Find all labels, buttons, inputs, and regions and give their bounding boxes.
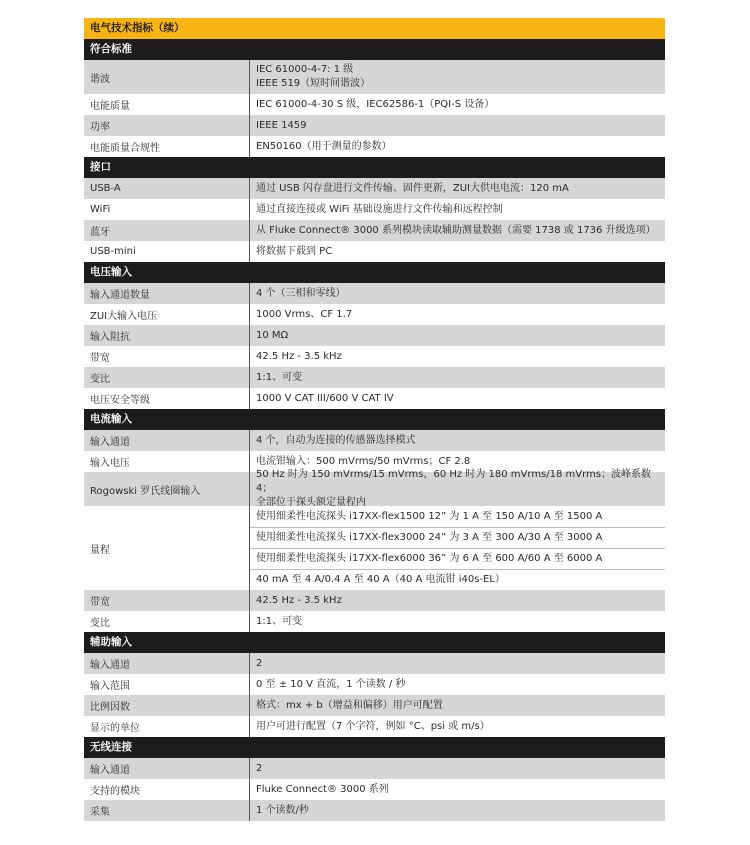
spec-label: USB-mini xyxy=(84,241,250,262)
spec-label: 显示的单位 xyxy=(84,716,250,737)
spec-value xyxy=(250,758,665,779)
spec-row xyxy=(84,304,665,325)
spec-values xyxy=(250,178,665,199)
spec-values xyxy=(250,136,665,157)
spec-value-line: 40 mA 至 4 A/0.4 A 至 40 A（40 A 电流钳 i40s-EL） xyxy=(256,574,505,585)
spec-value-line: 使用细柔性电流探头 i17XX-flex3000 24” 为 3 A 至 300 A/30 A 至 3000 A xyxy=(256,532,603,543)
spec-values xyxy=(250,653,665,674)
spec-value xyxy=(250,367,665,388)
spec-value-line: 42.5 Hz - 3.5 kHz xyxy=(256,350,342,362)
spec-row xyxy=(84,674,665,695)
spec-row xyxy=(84,136,665,157)
spec-row xyxy=(84,220,665,241)
spec-label: 电能质量 xyxy=(84,94,250,115)
spec-values xyxy=(250,800,665,821)
spec-values xyxy=(250,199,665,220)
spec-row xyxy=(84,716,665,737)
spec-values xyxy=(250,346,665,367)
spec-value xyxy=(250,304,665,325)
spec-values xyxy=(250,388,665,409)
spec-row xyxy=(84,653,665,674)
spec-label: 电能质量合规性 xyxy=(84,136,250,157)
spec-row xyxy=(84,611,665,632)
spec-label: 输入通道 xyxy=(84,758,250,779)
spec-label: 量程 xyxy=(84,506,250,590)
spec-value-line: 电流钳输入：500 mVrms/50 mVrms；CF 2.8 xyxy=(256,455,471,467)
spec-values xyxy=(250,430,665,451)
spec-value xyxy=(250,283,665,304)
spec-value-line: 1000 V CAT III/600 V CAT IV xyxy=(256,392,394,404)
spec-label: 采集 xyxy=(84,800,250,821)
spec-value-line: 2 xyxy=(256,657,263,669)
table-title: 电气技术指标（续） xyxy=(84,18,665,39)
spec-value-line: 4 个（三相和零线） xyxy=(256,287,346,299)
spec-value-line: 2 xyxy=(256,762,263,774)
spec-label: 带宽 xyxy=(84,590,250,611)
spec-value xyxy=(250,388,665,409)
spec-row xyxy=(84,430,665,451)
section-header: 电压输入 xyxy=(84,262,665,283)
spec-value xyxy=(250,430,665,451)
spec-values xyxy=(250,241,665,262)
spec-values xyxy=(250,758,665,779)
spec-row xyxy=(84,590,665,611)
spec-value-line: 全部位于探头额定量程内 xyxy=(256,497,366,508)
spec-value-line: 42.5 Hz - 3.5 kHz xyxy=(256,594,342,606)
spec-value xyxy=(250,346,665,367)
spec-value xyxy=(250,241,665,262)
spec-row xyxy=(84,178,665,199)
spec-row xyxy=(84,779,665,800)
section-header: 电流输入 xyxy=(84,409,665,430)
spec-values xyxy=(250,304,665,325)
spec-value-line: 通过 USB 闪存盘进行文件传输、固件更新，ZUI大供电电流：120 mA xyxy=(256,182,569,194)
spec-label: ZUI大输入电压 xyxy=(84,304,250,325)
spec-value xyxy=(250,220,665,241)
spec-row xyxy=(84,283,665,304)
spec-values xyxy=(250,60,665,94)
spec-value xyxy=(250,548,665,569)
spec-label: 输入通道 xyxy=(84,430,250,451)
spec-value-line: 4 个，自动为连接的传感器选择模式 xyxy=(256,434,416,446)
spec-label: 变比 xyxy=(84,367,250,388)
spec-value-line: IEC 61000-4-7: 1 级 xyxy=(256,64,354,75)
spec-label: 输入电压 xyxy=(84,451,250,472)
spec-value xyxy=(250,136,665,157)
spec-values xyxy=(250,220,665,241)
spec-row xyxy=(84,367,665,388)
spec-value-line: IEEE 1459 xyxy=(256,119,307,131)
spec-row xyxy=(84,94,665,115)
spec-label: USB-A xyxy=(84,178,250,199)
spec-value xyxy=(250,800,665,821)
spec-value-line: 1:1、可变 xyxy=(256,615,303,627)
spec-value-line: 将数据下载到 PC xyxy=(256,245,333,257)
spec-value-line: Fluke Connect® 3000 系列 xyxy=(256,783,389,795)
spec-values xyxy=(250,674,665,695)
spec-row xyxy=(84,695,665,716)
spec-value-line: 通过直接连接或 WiFi 基础设施进行文件传输和远程控制 xyxy=(256,203,503,215)
spec-value-line: IEEE 519（短时间谐波） xyxy=(256,78,371,89)
spec-value-line: 用户可进行配置（7 个字符，例如 °C、psi 或 m/s） xyxy=(256,720,490,732)
spec-value xyxy=(250,199,665,220)
spec-row xyxy=(84,60,665,94)
spec-value-line: 50 Hz 时为 150 mVrms/15 mVrms，60 Hz 时为 180 mVrms/18 mVrms；波峰系数 4； xyxy=(256,469,652,494)
spec-label: 变比 xyxy=(84,611,250,632)
spec-value xyxy=(250,178,665,199)
spec-values xyxy=(250,611,665,632)
spec-row xyxy=(84,241,665,262)
spec-values xyxy=(250,779,665,800)
spec-value-line: 1:1、可变 xyxy=(256,371,303,383)
spec-values xyxy=(250,469,665,508)
spec-row xyxy=(84,115,665,136)
spec-value xyxy=(250,590,665,611)
spec-value-line: EN50160（用于测量的参数） xyxy=(256,140,392,152)
spec-values xyxy=(250,716,665,737)
spec-label: 输入阻抗 xyxy=(84,325,250,346)
spec-value-line: 1000 Vrms、CF 1.7 xyxy=(256,308,353,320)
spec-value xyxy=(250,653,665,674)
spec-value xyxy=(250,695,665,716)
spec-value xyxy=(250,527,665,548)
spec-row xyxy=(84,388,665,409)
spec-row xyxy=(84,346,665,367)
spec-row xyxy=(84,758,665,779)
spec-values xyxy=(250,325,665,346)
spec-values xyxy=(250,506,665,590)
spec-value xyxy=(250,94,665,115)
spec-value-line: 使用细柔性电流探头 i17XX-flex1500 12” 为 1 A 至 150 A/10 A 至 1500 A xyxy=(256,510,603,522)
spec-sections xyxy=(84,39,665,821)
spec-label: 比例因数 xyxy=(84,695,250,716)
spec-label: 带宽 xyxy=(84,346,250,367)
spec-label: 电压安全等级 xyxy=(84,388,250,409)
spec-table xyxy=(84,18,665,821)
spec-value xyxy=(250,569,665,590)
section-header: 符合标准 xyxy=(84,39,665,60)
spec-value xyxy=(250,469,665,508)
spec-row xyxy=(84,800,665,821)
spec-row xyxy=(84,469,665,508)
spec-values xyxy=(250,695,665,716)
spec-label: 输入通道 xyxy=(84,653,250,674)
spec-values xyxy=(250,367,665,388)
spec-label: Rogowski 罗氏线圈输入 xyxy=(84,472,250,506)
spec-row xyxy=(84,506,665,590)
spec-row xyxy=(84,325,665,346)
spec-value-line: 使用细柔性电流探头 i17XX-flex6000 36” 为 6 A 至 600 A/60 A 至 6000 A xyxy=(256,553,603,564)
spec-value-line: 从 Fluke Connect® 3000 系列模块读取辅助测量数据（需要 1738 或 1736 升级选项） xyxy=(256,224,656,236)
spec-label: 功率 xyxy=(84,115,250,136)
spec-value xyxy=(250,716,665,737)
spec-value xyxy=(250,611,665,632)
spec-values xyxy=(250,590,665,611)
spec-value-line: 0 至 ± 10 V 直流，1 个读数 / 秒 xyxy=(256,678,406,690)
spec-value-line: 1 个读数/秒 xyxy=(256,804,309,816)
spec-label: 谐波 xyxy=(84,60,250,94)
spec-value xyxy=(250,325,665,346)
section-header: 无线连接 xyxy=(84,737,665,758)
section-header: 辅助输入 xyxy=(84,632,665,653)
spec-label: 输入通道数量 xyxy=(84,283,250,304)
spec-value xyxy=(250,779,665,800)
spec-label: WiFi xyxy=(84,199,250,220)
spec-value-line: IEC 61000-4-30 S 级，IEC62586-1（PQI-S 设备） xyxy=(256,98,495,110)
spec-value xyxy=(250,60,665,94)
spec-label: 输入范围 xyxy=(84,674,250,695)
spec-values xyxy=(250,115,665,136)
spec-values xyxy=(250,94,665,115)
spec-row xyxy=(84,199,665,220)
spec-value-line: 10 MΩ xyxy=(256,329,289,341)
spec-value xyxy=(250,115,665,136)
spec-values xyxy=(250,283,665,304)
spec-value xyxy=(250,674,665,695)
spec-value xyxy=(250,506,665,527)
spec-value-line: 格式：mx + b（增益和偏移）用户可配置 xyxy=(256,699,443,711)
spec-label: 蓝牙 xyxy=(84,220,250,241)
spec-label: 支持的模块 xyxy=(84,779,250,800)
section-header: 接口 xyxy=(84,157,665,178)
